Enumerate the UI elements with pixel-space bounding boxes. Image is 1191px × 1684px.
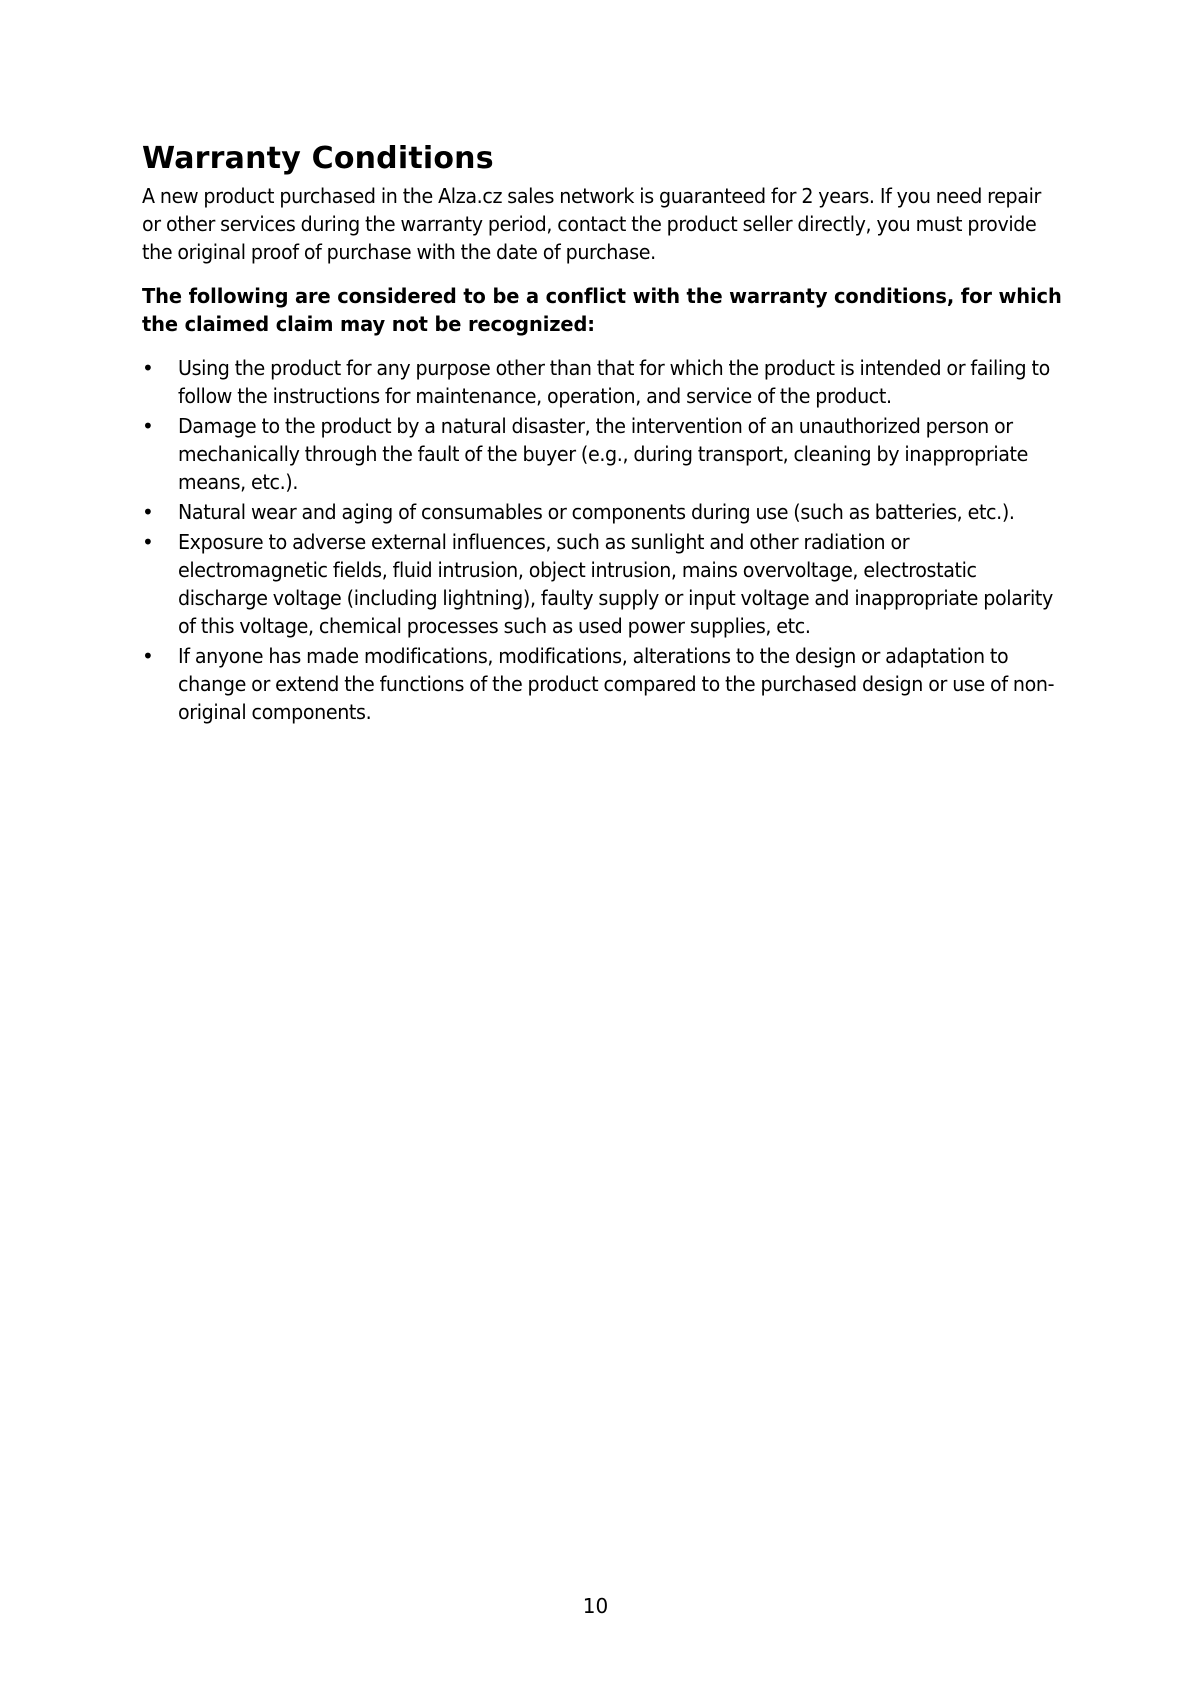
list-item <box>142 354 1062 410</box>
bullet-icon: • <box>142 500 154 524</box>
bullet-icon: • <box>142 414 154 438</box>
page-content <box>142 140 1062 728</box>
intro-paragraph: A new product purchased in the Alza.cz sales network is guaranteed for 2 years. If you need repair or other services during the warranty period, contact the product seller directly, you must provide the original proof of purchase with the date of purchase. <box>142 184 1041 264</box>
conditions-subheading: The following are considered to be a conflict with the warranty conditions, for which the claimed claim may not be recognized: <box>142 284 1062 336</box>
list-item-text: Natural wear and aging of consumables or components during use (such as batteries, etc.). <box>178 500 1015 524</box>
list-item <box>142 412 1062 496</box>
list-item-text: If anyone has made modifications, modifications, alterations to the design or adaptation to change or extend the functions of the product compared to the purchased design or use of non-original components. <box>178 644 1055 724</box>
bullet-icon: • <box>142 530 154 554</box>
conditions-list <box>142 354 1062 726</box>
bullet-icon: • <box>142 356 154 380</box>
bullet-icon: • <box>142 644 154 668</box>
list-item <box>142 498 1062 526</box>
list-item <box>142 528 1062 640</box>
page-number: 10 <box>582 1594 609 1618</box>
list-item <box>142 642 1062 726</box>
list-item-text: Exposure to adverse external influences, such as sunlight and other radiation or electromagnetic fields, fluid intrusion, object intrusion, mains overvoltage, electrostatic discharge voltage (including lightning), faulty supply or input voltage and inappropriate polarity of this voltage, chemical processes such as used power supplies, etc. <box>178 530 1053 638</box>
list-item-text: Damage to the product by a natural disaster, the intervention of an unauthorized person or mechanically through the fault of the buyer (e.g., during transport, cleaning by inappropriate means, etc.). <box>178 414 1029 494</box>
page-title: Warranty Conditions <box>142 141 494 176</box>
list-item-text: Using the product for any purpose other than that for which the product is intended or failing to follow the instructions for maintenance, operation, and service of the product. <box>178 356 1050 408</box>
